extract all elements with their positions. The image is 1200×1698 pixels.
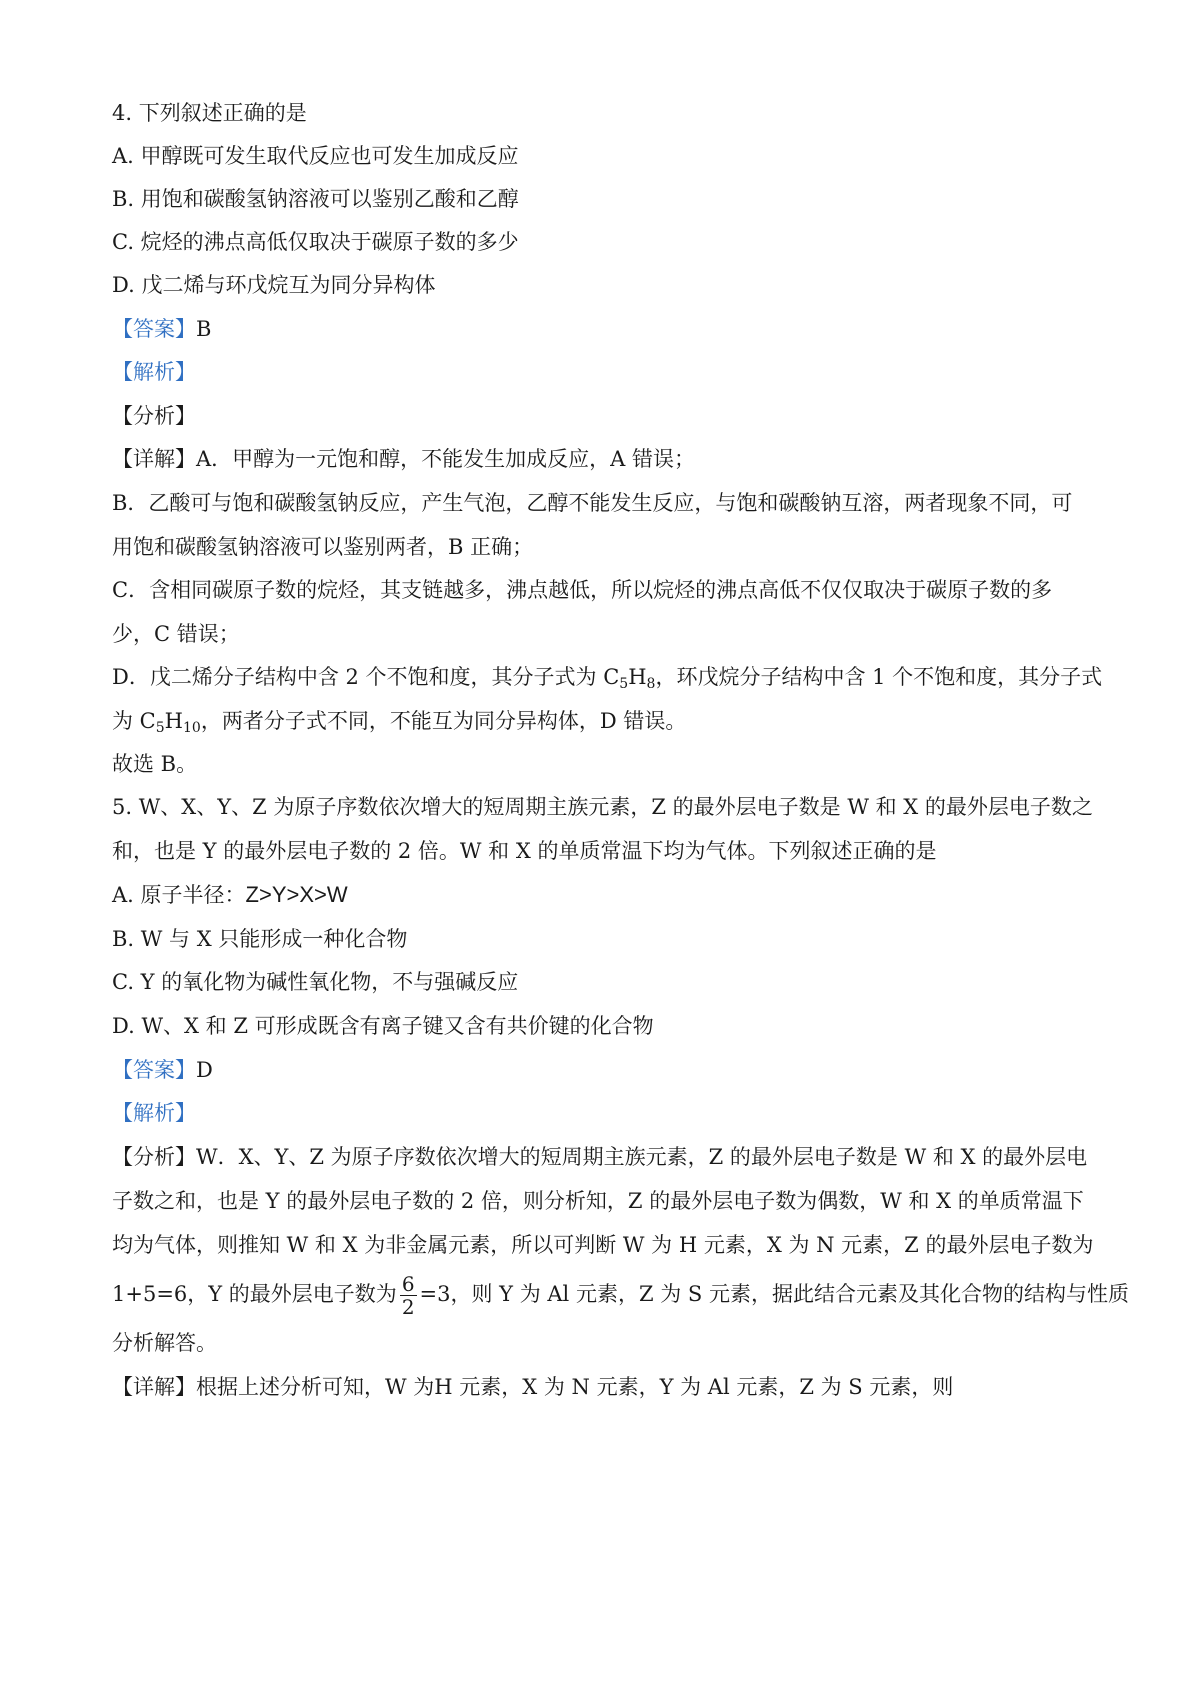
q4-xiangjie-b2: 用饱和碳酸氢钠溶液可以鉴别两者，B 正确； <box>112 535 534 559</box>
q5-option-a <box>112 880 1102 910</box>
q4-d2-subscript-2: 10 <box>183 720 201 736</box>
q4-xiangjie-c2: 少，C 错误； <box>112 622 240 646</box>
q5-fenxi-4 <box>112 1270 1129 1319</box>
q4-option-a: A. 甲醇既可发生取代反应也可发生加成反应 <box>112 144 519 168</box>
fraction-numerator: 6 <box>401 1272 415 1296</box>
q4-xiangjie-tag: 【详解】 <box>112 447 196 471</box>
q4-answer-tag: 【答案】 <box>112 317 196 341</box>
q4-jiexi-tag: 【解析】 <box>112 360 196 384</box>
q5-option-b: B. W 与 X 只能形成一种化合物 <box>112 927 408 951</box>
q5-fenxi-5: 分析解答。 <box>112 1331 217 1355</box>
q5-fenxi-4-pre: 1+5=6，Y 的最外层电子数为 <box>112 1282 397 1306</box>
q5-option-a-formula: Z>Y>X>W <box>245 882 348 907</box>
q4-d1-text-mid: H <box>628 665 647 689</box>
q5-fenxi-4-post: =3，则 Y 为 Al 元素，Z 为 S 元素，据此结合元素及其化合物的结构与性质 <box>419 1282 1129 1306</box>
q4-xiangjie-b1: B．乙酸可与饱和碳酸氢钠反应，产生气泡，乙醇不能发生反应，与饱和碳酸钠互溶，两者现象不同，可 <box>112 491 1073 515</box>
q4-d2-text-pre: 为 C <box>112 709 156 733</box>
q4-d1-text-post: ，环戊烷分子结构中含 1 个不饱和度，其分子式 <box>655 665 1103 689</box>
q5-option-d: D. W、X 和 Z 可形成既含有离子键又含有共价键的化合物 <box>112 1014 654 1038</box>
q4-d2-text-post: ，两者分子式不同，不能互为同分异构体，D 错误。 <box>200 709 687 733</box>
q4-xiangjie-d1 <box>112 662 1102 699</box>
q5-option-a-label: A. 原子半径： <box>112 883 246 907</box>
q5-answer-tag: 【答案】 <box>112 1058 196 1082</box>
q4-d1-subscript-1: 5 <box>619 676 629 692</box>
q4-xiangjie-a-text: A．甲醇为一元饱和醇，不能发生加成反应，A 错误； <box>196 447 696 471</box>
q5-xiangjie: 【详解】根据上述分析可知，W 为H 元素，X 为 N 元素，Y 为 Al 元素，Z 为 S 元素，则 <box>112 1375 954 1399</box>
q5-answer-value: D <box>196 1058 213 1082</box>
q4-d2-subscript-1: 5 <box>155 720 165 736</box>
q4-d1-text-pre: D．戊二烯分子结构中含 2 个不饱和度，其分子式为 C <box>112 665 620 689</box>
q5-option-c: C. Y 的氧化物为碱性氧化物，不与强碱反应 <box>112 970 519 994</box>
q4-xiangjie-d2 <box>112 706 1102 743</box>
q4-option-c: C. 烷烃的沸点高低仅取决于碳原子数的多少 <box>112 230 519 254</box>
q4-d2-text-mid: H <box>164 709 183 733</box>
q5-answer <box>112 1055 1102 1085</box>
q4-xiangjie-c1: C．含相同碳原子数的烷烃，其支链越多，沸点越低，所以烷烃的沸点高低不仅仅取决于碳原子数的多 <box>112 578 1053 602</box>
q4-d1-subscript-2: 8 <box>646 676 656 692</box>
q5-stem-1: 5. W、X、Y、Z 为原子序数依次增大的短周期主族元素，Z 的最外层电子数是 W 和 X 的最外层电子数之 <box>112 795 1093 819</box>
q5-fenxi-1: 【分析】W．X、Y、Z 为原子序数依次增大的短周期主族元素，Z 的最外层电子数是 W 和 X 的最外层电 <box>112 1145 1088 1169</box>
q4-option-b: B. 用饱和碳酸氢钠溶液可以鉴别乙酸和乙醇 <box>112 187 519 211</box>
q5-jiexi-tag: 【解析】 <box>112 1101 196 1125</box>
q4-fenxi-tag: 【分析】 <box>112 404 196 428</box>
q4-stem: 4. 下列叙述正确的是 <box>112 101 307 125</box>
q4-option-d: D. 戊二烯与环戊烷互为同分异构体 <box>112 273 436 297</box>
q4-conclusion: 故选 B。 <box>112 752 198 776</box>
q5-stem-2: 和，也是 Y 的最外层电子数的 2 倍。W 和 X 的单质常温下均为气体。下列叙述正确的是 <box>112 839 937 863</box>
q5-fenxi-3: 均为气体，则推知 W 和 X 为非金属元素，所以可判断 W 为 H 元素，X 为 N 元素，Z 的最外层电子数为 <box>112 1233 1094 1257</box>
fraction-denominator: 2 <box>401 1295 415 1319</box>
q4-answer <box>112 314 1102 344</box>
q4-xiangjie-a <box>112 444 1102 474</box>
q5-fenxi-2: 子数之和，也是 Y 的最外层电子数的 2 倍，则分析知，Z 的最外层电子数为偶数，W 和 X 的单质常温下 <box>112 1189 1084 1213</box>
fraction <box>400 1273 417 1318</box>
q4-answer-value: B <box>196 317 212 341</box>
